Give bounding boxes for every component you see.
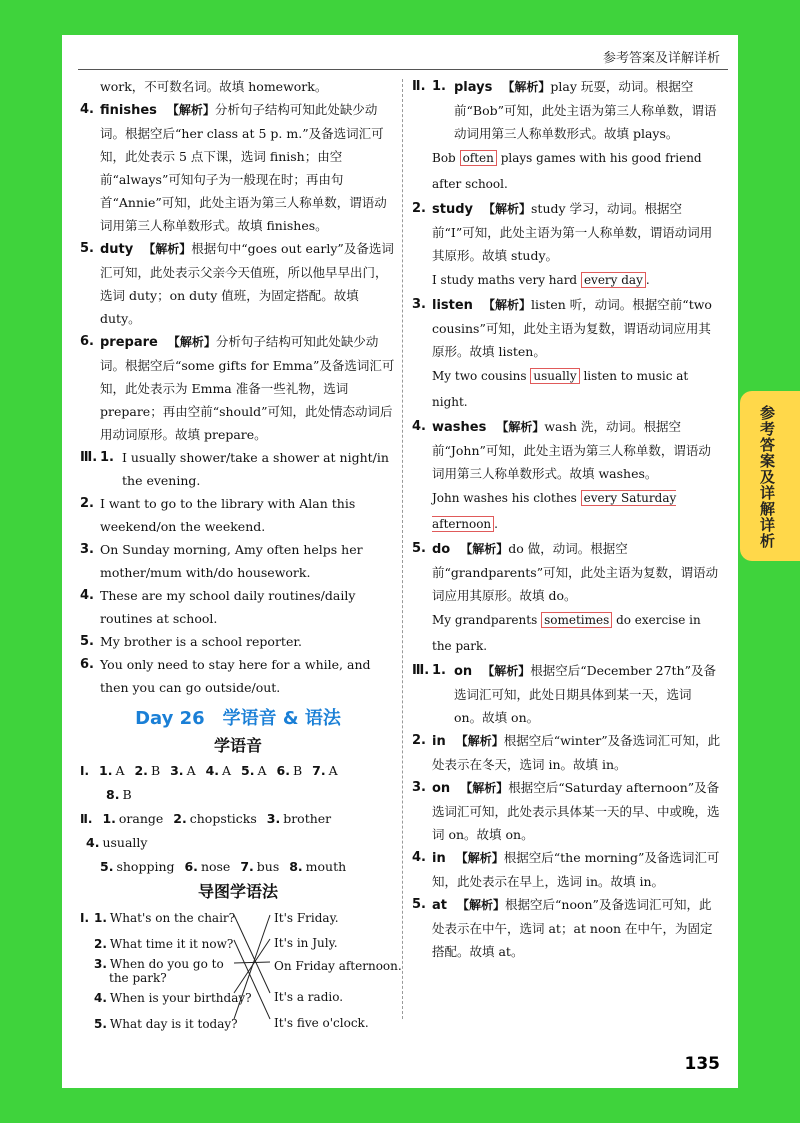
highlight-box: usually [530, 368, 579, 384]
answer-word: study [432, 202, 473, 217]
answer-item: 4. in 【解析】根据空后“the morning”及备选词汇可知，此处表示在早上，选词 in。故填 in。 [412, 850, 720, 889]
section-3-sentence: 3. On Sunday morning, Amy often helps her mother/mum with/do housework. [80, 542, 363, 580]
answer-item: 4. washes 【解析】wash 洗，动词。根据空前“John”可知，此处主语为第三人称单数，谓语动词用第三人称单数形式。故填 washes。 [412, 419, 711, 481]
day-title: Day 26 学语音 & 语法 [135, 708, 341, 729]
match-answer: It's in July. [274, 936, 338, 950]
phonics-answers-2: Ⅱ. 1. orange 2. chopsticks 3. brother 4. usually 5. shopping 6. nose 7. bus 8. mouth [80, 811, 347, 874]
answer-word: washes [432, 420, 487, 435]
answer-page [62, 35, 738, 1088]
example-sentence: I study maths very hard every day . [432, 273, 650, 287]
matching-exercise: Ⅰ. 1. What's on the chair? 2. What time it it now? 3. When do you go to the park? 4. When is your birthday? 5. What day is it today? It's Friday. It's in July. On Friday afternoon. It's a radio. It's five o'clock. [80, 907, 396, 1035]
answer-word: plays [454, 80, 493, 95]
left-column [80, 75, 402, 1035]
match-answer: It's a radio. [274, 990, 344, 1004]
section-3-sentence: Ⅲ. 1. I usually shower/take a shower at night/in the evening. [80, 450, 389, 488]
highlight-box: every Saturday afternoon [432, 491, 677, 531]
answer-item: 3. listen 【解析】listen 听，动词。根据空前“two cousins”可知，此处主语为复数，谓语动词应用其原形。故填 listen。 [412, 297, 712, 359]
page-number: 135 [684, 1054, 720, 1074]
answer-item: 5. duty 【解析】根据句中“goes out early”及备选词汇可知，此处表示父亲今天值班，所以他早早出门，选词 duty；on duty 值班，为固定搭配。故填 duty。 [80, 241, 394, 326]
header-rule [78, 69, 728, 70]
section-3-sentence: 2. I want to go to the library with Alan this weekend/on the weekend. [80, 496, 356, 534]
match-answer: It's Friday. [274, 911, 339, 925]
example-sentence: My grandparents sometimes do exercise in the park. [432, 613, 701, 653]
answer-word: at [432, 898, 447, 913]
answer-item: 2. in 【解析】根据空后“winter”及备选词汇可知，此处表示在冬天，选词 in。故填 in。 [412, 733, 721, 772]
answer-item: 4. finishes 【解析】分析句子结构可知此处缺少动词。根据空后“her class at 5 p. m.”及备选词汇可知，此处表示 5 点下课，选词 finish；由空前“always”可知句子为一般现在时；再由句首“Annie”可知，此处主语为第三人称单数，谓语动词用第三人称单数形式。故填 finishes。 [80, 102, 387, 233]
section-3-sentence: 4. These are my school daily routines/daily routines at school. [80, 588, 356, 626]
match-question: 2. What time it it now? [94, 937, 234, 951]
match-answer: On Friday afternoon. [274, 959, 402, 973]
column-divider [402, 79, 403, 1019]
answer-word: on [432, 781, 451, 796]
example-sentence: John washes his clothes every Saturday afternoon . [432, 491, 677, 531]
side-tab: 参考答案及详解详析 [740, 391, 800, 561]
answer-item: 2. study 【解析】study 学习，动词。根据空前“I”可知，此处主语为第一人称单数，谓语动词用其原形。故填 study。 [412, 201, 713, 263]
answer-word: in [432, 851, 446, 866]
answer-word: listen [432, 298, 473, 313]
continued-text: work，不可数名词。故填 homework。 [100, 79, 328, 94]
match-question: 4. When is your birthday? [94, 991, 252, 1005]
answer-word: do [432, 542, 451, 557]
phonics-answers-1: Ⅰ. 1. A 2. B 3. A 4. A 5. A 6. B 7. A 8. B [80, 763, 338, 802]
match-lines [230, 907, 275, 1035]
highlight-box: every day [581, 272, 646, 288]
subtitle-grammar: 导图学语法 [197, 882, 278, 901]
section-3-sentence: 6. You only need to stay here for a while, and then you can go outside/out. [80, 657, 371, 695]
subtitle-phonics: 学语音 [213, 736, 262, 755]
answer-item: 3. on 【解析】根据空后“Saturday afternoon”及备选词汇可知，此处表示具体某一天的早、中或晚，选词 on。故填 on。 [412, 780, 720, 842]
answer-word: finishes [100, 103, 157, 118]
answer-item: 6. prepare 【解析】分析句子结构可知此处缺少动词。根据空后“some gifts for Emma”及备选词汇可知，此处表示为 Emma 准备一些礼物，选词 prepare；再由空前“should”可知，此处情态动词后用动词原形。故填 prepare。 [80, 334, 395, 442]
answer-word: on [454, 664, 473, 679]
answer-item: 5. at 【解析】根据空后“noon”及备选词汇可知，此处表示在中午，选词 at；at noon 在中午，为固定搭配。故填 at。 [412, 897, 713, 959]
right-column [412, 75, 722, 963]
answer-item: Ⅱ. 1. plays 【解析】play 玩耍，动词。根据空前“Bob”可知，此处主语为第三人称单数，谓语动词用第三人称单数形式。故填 plays。 [412, 79, 717, 141]
answer-word: duty [100, 242, 134, 257]
answer-word: prepare [100, 335, 158, 350]
running-header: 参考答案及详解详析 [602, 51, 720, 66]
match-answer: It's five o'clock. [274, 1016, 369, 1030]
match-question: 3. When do you go to [94, 957, 224, 971]
example-sentence: Bob often plays games with his good friend after school. [432, 151, 702, 191]
match-question: 1. What's on the chair? [94, 911, 236, 925]
match-question-cont: the park? [109, 971, 167, 985]
answer-word: in [432, 734, 446, 749]
highlight-box: often [460, 150, 497, 166]
answer-item: 5. do 【解析】do 做，动词。根据空前“grandparents”可知，此处主语为复数，谓语动词应用其原形。故填 do。 [412, 541, 719, 603]
highlight-box: sometimes [541, 612, 612, 628]
answer-item: Ⅲ. 1. on 【解析】根据空后“December 27th”及备选词汇可知，此处日期具体到某一天，选词 on。故填 on。 [412, 663, 716, 725]
example-sentence: My two cousins usually listen to music at night. [432, 369, 689, 409]
match-question: 5. What day is it today? [94, 1017, 238, 1031]
section-3-sentence: 5. My brother is a school reporter. [80, 634, 302, 649]
